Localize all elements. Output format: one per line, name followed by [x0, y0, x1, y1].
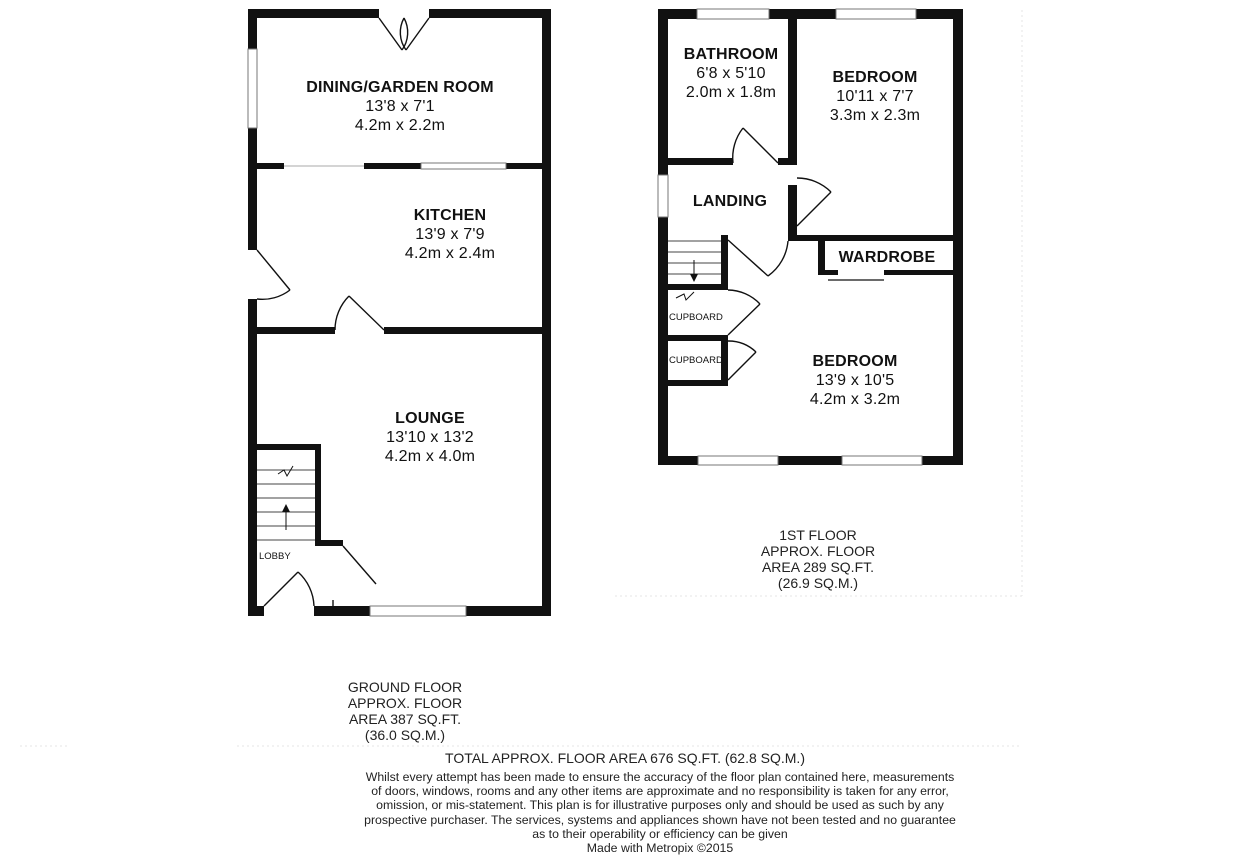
first-floor-stairs [668, 241, 721, 300]
credit: Made with Metropix ©2015 [586, 841, 734, 856]
ground-floor-stairs [257, 466, 315, 540]
room-label-dining-garden [270, 78, 530, 135]
total-floor-area: TOTAL APPROX. FLOOR AREA 676 SQ.FT. (62.8 SQ.M.) [445, 750, 805, 766]
area-line: APPROX. FLOOR [760, 543, 876, 559]
area-line: 1ST FLOOR [779, 527, 857, 543]
room-metric: 4.2m x 4.0m [384, 448, 476, 465]
room-name: LOUNGE [395, 410, 465, 427]
area-line: (26.9 SQ.M.) [777, 575, 859, 591]
room-metric: 2.0m x 1.8m [685, 84, 777, 101]
room-name: BATHROOM [683, 46, 779, 63]
room-imperial: 13'9 x 7'9 [415, 226, 485, 243]
room-label-bathroom [666, 45, 796, 102]
disclaimer-line: as to their operability or efficiency can be given [532, 826, 788, 841]
disclaimer [300, 770, 1020, 855]
cupboard-label: CUPBOARD [669, 355, 723, 366]
area-line: AREA 289 SQ.FT. [761, 559, 875, 575]
room-metric: 4.2m x 2.2m [354, 117, 446, 134]
room-name: KITCHEN [413, 207, 487, 224]
disclaimer-line: of doors, windows, rooms and any other items are approximate and no responsibility is taken for any error, [371, 784, 949, 799]
area-line: AREA 387 SQ.FT. [348, 711, 462, 727]
lobby-label: LOBBY [259, 551, 291, 562]
room-label-bedroom-2 [785, 352, 925, 409]
area-line: GROUND FLOOR [347, 679, 463, 695]
room-name: BEDROOM [832, 69, 918, 86]
ground-floor-area [315, 679, 495, 743]
room-metric: 3.3m x 2.3m [829, 107, 921, 124]
disclaimer-line: omission, or mis-statement. This plan is for illustrative purposes only and should be used as such by any [376, 798, 944, 813]
disclaimer-line: prospective purchaser. The services, systems and appliances shown have not been tested and no guarantee [364, 812, 956, 827]
disclaimer-line: Whilst every attempt has been made to ensure the accuracy of the floor plan contained here, measurements [365, 770, 955, 784]
room-imperial: 13'8 x 7'1 [365, 98, 435, 115]
room-imperial: 13'10 x 13'2 [386, 429, 474, 446]
room-imperial: 13'9 x 10'5 [815, 372, 895, 389]
room-name: DINING/GARDEN ROOM [306, 79, 494, 96]
room-label-lounge [340, 409, 520, 466]
room-metric: 4.2m x 3.2m [809, 391, 901, 408]
room-imperial: 10'11 x 7'7 [836, 88, 914, 105]
room-imperial: 6'8 x 5'10 [696, 65, 766, 82]
room-label-wardrobe [826, 248, 948, 267]
room-label-bedroom-1 [800, 68, 950, 125]
cupboard-label: CUPBOARD [669, 312, 723, 323]
room-label-landing [680, 192, 780, 211]
area-line: (36.0 SQ.M.) [364, 727, 446, 743]
room-label-kitchen [360, 206, 540, 263]
first-floor-area [728, 527, 908, 591]
area-line: APPROX. FLOOR [347, 695, 463, 711]
room-name: WARDROBE [838, 249, 936, 266]
room-name: LANDING [692, 193, 768, 210]
room-metric: 4.2m x 2.4m [404, 245, 496, 262]
room-name: BEDROOM [812, 353, 898, 370]
first-floor-doors [728, 128, 831, 380]
